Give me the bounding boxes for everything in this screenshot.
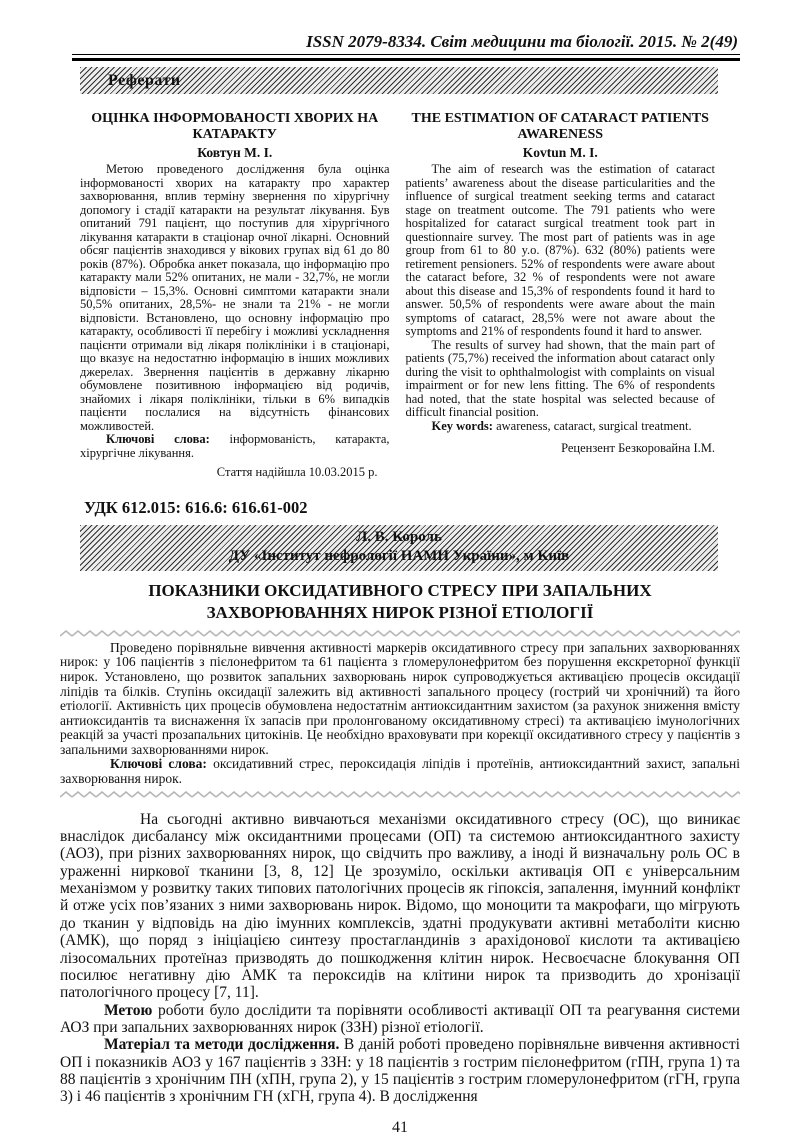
article-reviewer: Рецензент Безкоровайна І.М. bbox=[561, 441, 715, 456]
abstract-en-keywords bbox=[406, 420, 716, 434]
abstract-en-keywords-text: awareness, cataract, surgical treatment. bbox=[496, 418, 692, 433]
article-author-banner bbox=[80, 525, 718, 571]
zigzag-divider-bottom bbox=[60, 790, 740, 799]
abstract-uk-author: Ковтун М. І. bbox=[197, 144, 273, 160]
article-affiliation: ДУ «Інститут нефрології НАМН України», м Київ bbox=[228, 548, 570, 565]
abstract-en-author: Kovtun M. I. bbox=[522, 144, 598, 160]
udc-code: УДК 612.015: 616.6: 616.61-002 bbox=[84, 497, 308, 517]
article-abstract-keywords-text: оксидативний стрес, пероксидація ліпідів і протеїнів, антиоксидантний захист, запальні захворювання нирок. bbox=[60, 756, 741, 787]
abstract-uk-body: Метою проведеного дослідження була оцінка інформованості хворих на катаракту про характер захворювання, вплив терміну звернення по хірургічну допомогу і стадії катаракти на результат лікування. Був опитаний 791 пацієнт, що поступив для хірургічного лікування катаракти в стаціонар очної лікарні. Основний обсяг пацієнтів знаходився у вікових групах від 61 до 80 років (87%). Обробка анкет показала, що інформацію про катаракту мали 52% опитаних, не мали - 32,7%, не могли відповісти – 15,3%. Основні симптоми катаракти знали 50,5% опитаних, 28,5%- не знали та 21% - не могли відповісти. Встановлено, що основну інформацію про катаракту, особливості її перебігу і можливі ускладнення пацієнти отримали від лікаря поліклініки і в стаціонарі, що вказує на недостатню інформацію в інших можливих джерелах. Звернення пацієнтів в державну лікарню обумовлене позитивною інформацією від родичів, знайомих і лікаря поліклініки, тільки в 6% випадків пацієнти послалися на відсутність фінансових можливостей. bbox=[80, 162, 390, 433]
abstract-en-paragraph-1: The aim of research was the estimation of cataract patients’ awareness about the disease particularities and the influence of surgical treatment seeking terms and cataract stage on treatment outcome. The 791 patients who were hospitalized for cataract surgical treatment took part in questionnaire survey. The most part of patients was in age group from 61 to 80 y.o. (87%). 632 (80%) patients were retirement pensioners. 52% of respondents were aware about the cataract before, 32 % of respondents were not aware about this disease and 15,3% of respondents found it hard to answer. 50,5% of respondents were aware about the main symptoms of cataract, 28,5% were not aware about the symptoms and 21% of respondents found it hard to answer. bbox=[405, 162, 715, 339]
page-number: 41 bbox=[392, 1118, 408, 1132]
abstract-en-keywords-label: Key words: bbox=[431, 418, 493, 433]
header-double-rule bbox=[72, 54, 740, 61]
article-abstract-paragraph: Проведено порівняльне вивчення активності маркерів оксидативного стресу при запальних захворюваннях нирок: у 106 пацієнтів з пієлонефритом та 61 пацієнта з гломерулонефритом без порушення екскреторної функції нирок. Установлено, що розвиток запальних захворювань нирок супроводжується активацією процесів оксидації ліпідів та білків. Ступінь оксидації залежить від активності запального процесу (гострий чи хронічний) та його етіології. Активність цих процесів обумовлена недостатнім антиоксидантним захистом (за рахунок зниження вмісту антиоксидантів та виснаження їх запасів при пролонгованому оксидативному стресі) та активацією імунологічних реакцій за участі прозапальних цитокінів. Це необхідно враховувати при корекції оксидативного стресу у пацієнтів з запальними захворюваннями нирок. bbox=[60, 639, 740, 757]
abstract-ukrainian-column bbox=[80, 102, 390, 479]
body-paragraph-2 bbox=[60, 1002, 740, 1037]
zigzag-divider-top bbox=[60, 629, 740, 638]
body-paragraph-3-lead: Матеріал та методи дослідження. bbox=[104, 1036, 340, 1054]
abstract-en-paragraph-2: The results of survey had shown, that the main part of patients (75,7%) received the information about cataract only during the visit to ophthalmologist with complaints on visual impairment or for new lens fitting. The 6% of respondents had noted, that the state hospital was selected because of difficult financial position. bbox=[405, 337, 715, 420]
abstracts-section bbox=[80, 102, 715, 479]
abstract-uk-keywords-text: інформованість, катаракта, хірургічне лікування. bbox=[80, 432, 390, 460]
article-abstract-block bbox=[60, 629, 740, 799]
article-title: ПОКАЗНИКИ ОКСИДАТИВНОГО СТРЕСУ ПРИ ЗАПАЛЬНИХ ЗАХВОРЮВАННЯХ НИРОК РІЗНОЇ ЕТІОЛОГІЇ bbox=[148, 580, 652, 622]
body-paragraph-3 bbox=[60, 1036, 740, 1105]
body-paragraph-2-text: роботи було дослідити та порівняти особливості активації ОП та реагування системи АОЗ при запальних захворюваннях нирок (ЗЗН) різної етіології. bbox=[60, 1001, 740, 1036]
article-received-date: Стаття надійшла 10.03.2015 р. bbox=[216, 465, 378, 480]
article-body bbox=[60, 811, 740, 1106]
body-paragraph-2-lead: Метою bbox=[104, 1001, 153, 1019]
abstract-english-column bbox=[406, 102, 716, 479]
abstract-uk-keywords-label: Ключові слова: bbox=[106, 432, 210, 447]
body-paragraph-1: На сьогодні активно вивчаються механізми оксидативного стресу (ОС), що виникає внаслідок дисбалансу між оксидантними процесами (ОП) та системою антиоксидантного захисту (АОЗ), при різних захворюваннях нирок, що свідчить про важливу, а іноді й визначальну роль ОС в ураженні ниркової тканини [3, 8, 12] Це зрозуміло, оскільки активація ОП є універсальним механізмом у розвитку таких типових патологічних процесів як гіпоксія, запалення, імунний конфлікт й отже усіх пов’язаних з ними захворювань нирок. Відомо, що моноцити та макрофаги, що мігрують до тканин у відповідь на дію імунних комплексів, здатні продукувати активні метаболіти кисню (АМК), що поряд з ініціацією синтезу простагландинів з арахідонової кислоти та активацією лізосомальних протеїназ призводять до пошкодження клітин нирок. Несвоєчасне блокування ОП посилює негативну дію АМК та пероксидів на клітини нирок та призводить до хронізації патологічного процесу [7, 11]. bbox=[60, 810, 740, 1002]
abstract-uk-keywords bbox=[80, 433, 390, 460]
article-author: Л. В. Король bbox=[356, 528, 442, 545]
abstract-en-title: THE ESTIMATION OF CATARACT PATIENTS AWARENESS bbox=[411, 111, 709, 143]
article-abstract-keywords-label: Ключові слова: bbox=[110, 756, 207, 772]
section-banner-label: Реферати bbox=[108, 71, 181, 89]
abstract-uk-title: ОЦІНКА ІНФОРМОВАНОСТІ ХВОРИХ НА КАТАРАКТУ bbox=[91, 111, 379, 143]
journal-issn-header: ISSN 2079-8334. Світ медицини та біології. 2015. № 2(49) bbox=[306, 32, 738, 51]
section-banner bbox=[80, 67, 718, 94]
article-abstract-keywords bbox=[60, 757, 740, 786]
article-abstract-text bbox=[60, 641, 740, 787]
body-paragraph-3-text: В даній роботі проведено порівняльне вивчення активності ОП і показників АОЗ у 167 пацієнтів з ЗЗН: у 18 пацієнтів з гострим пієлонефритом (гПН, група 1) та 88 пацієнтів з хронічним ПН (хПН, група 2), у 15 пацієнтів з гострим гломерулонефритом (гГН, група 3) і 46 пацієнтів з хронічним ГН (хГН, група 4). В дослідження bbox=[60, 1036, 740, 1106]
